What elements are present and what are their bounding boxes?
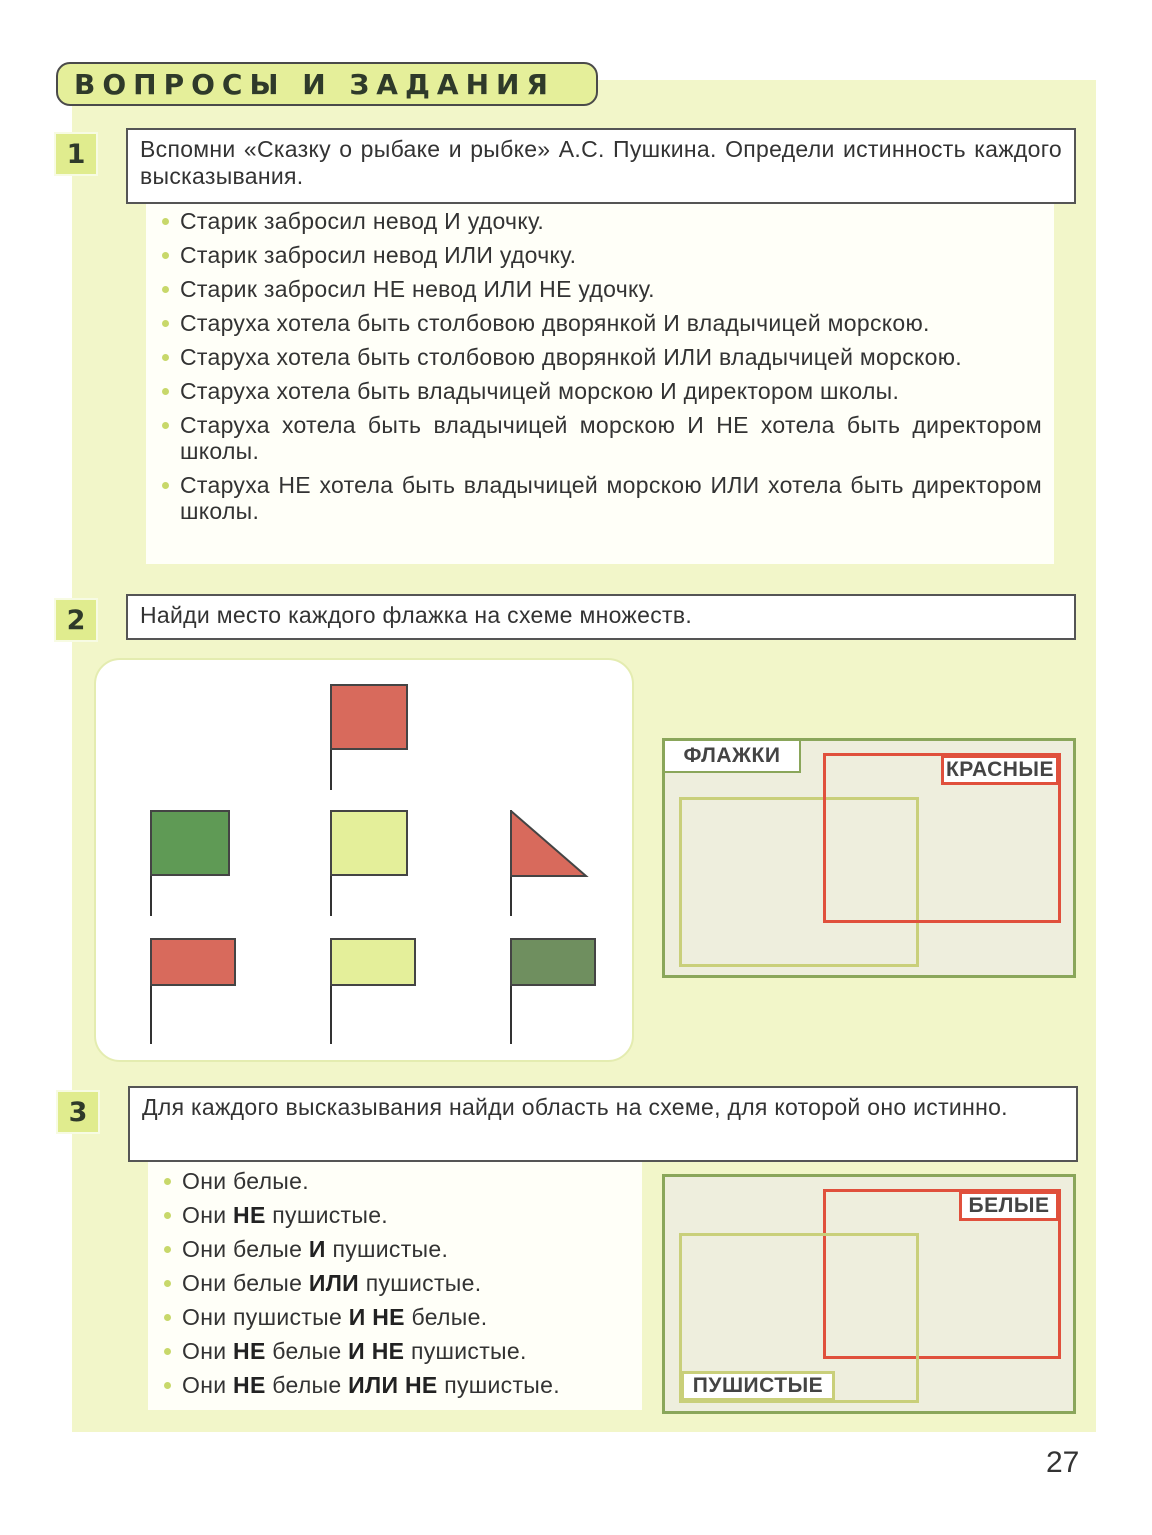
set-label-fluffy: ПУШИСТЫЕ [681, 1371, 835, 1401]
list-item: Старик забросил невод ИЛИ удочку. [160, 242, 1042, 268]
task-number-3: 3 [56, 1090, 100, 1134]
list-item: Старуха хотела быть владычицей морскою И НЕ хотела быть директором школы. [160, 412, 1042, 464]
list-item: Старуха хотела быть владычицей морскою И директором школы. [160, 378, 1042, 404]
list-item: Старуха хотела быть столбовою дворянкой ИЛИ владычицей морскою. [160, 344, 1042, 370]
list-item: Они пушистые И НЕ белые. [162, 1304, 638, 1330]
venn-diagram-properties [662, 1174, 1076, 1414]
list-item: Они белые. [162, 1168, 638, 1194]
flag-cloth [150, 810, 230, 876]
task3-prompt: Для каждого высказывания найди область на схеме, для которой оно истинно. [128, 1086, 1078, 1162]
set-label-white: БЕЛЫЕ [959, 1191, 1059, 1221]
list-item: Старик забросил НЕ невод ИЛИ НЕ удочку. [160, 276, 1042, 302]
list-item: Они НЕ белые ИЛИ НЕ пушистые. [162, 1372, 638, 1398]
list-item: Старуха хотела быть столбовою дворянкой И владычицей морскою. [160, 310, 1042, 336]
set-label-flags: ФЛАЖКИ [665, 741, 801, 773]
task3-list-box [148, 1162, 642, 1410]
flag-cloth [150, 938, 236, 986]
flag-cloth [330, 684, 408, 750]
list-item: Старуха НЕ хотела быть владычицей морскою ИЛИ хотела быть директором школы. [160, 472, 1042, 524]
task1-list [146, 204, 1054, 524]
list-item: Они белые ИЛИ пушистые. [162, 1270, 638, 1296]
list-item: Они белые И пушистые. [162, 1236, 638, 1262]
flag-cloth [330, 938, 416, 986]
list-item: Они НЕ пушистые. [162, 1202, 638, 1228]
set-label-red: КРАСНЫЕ [941, 755, 1059, 785]
triangle-cloth [510, 810, 590, 880]
task1-list-box [146, 204, 1054, 564]
flag-picture [94, 658, 634, 1062]
task3-list [148, 1162, 642, 1398]
list-item: Старик забросил невод И удочку. [160, 208, 1042, 234]
task1-prompt: Вспомни «Сказку о рыбаке и рыбке» А.С. Пушкина. Определи истинность каждого высказывания. [126, 128, 1076, 204]
task-number-2: 2 [54, 598, 98, 642]
task-number-1: 1 [54, 132, 98, 176]
list-item: Они НЕ белые И НЕ пушистые. [162, 1338, 638, 1364]
flag-cloth [510, 938, 596, 986]
flag-cloth [330, 810, 408, 876]
section-title: ВОПРОСЫ И ЗАДАНИЯ [56, 62, 598, 106]
page-number: 27 [1046, 1446, 1080, 1479]
venn-diagram-flags [662, 738, 1076, 978]
task2-prompt: Найди место каждого флажка на схеме множеств. [126, 594, 1076, 640]
